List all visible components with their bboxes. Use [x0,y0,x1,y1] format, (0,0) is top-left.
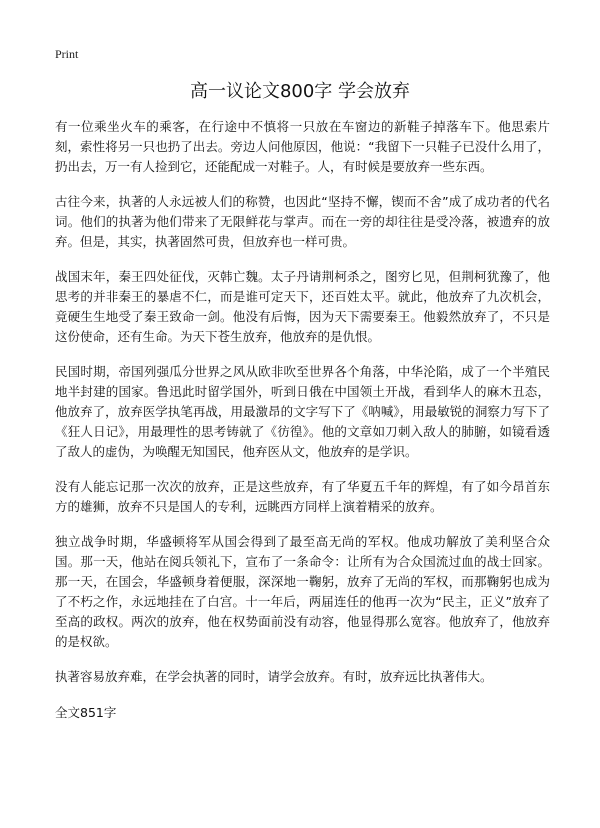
paragraph: 有一位乘坐火车的乘客，在行途中不慎将一只放在车窗边的新鞋子掉落车下。他思索片刻，索性将另一只也扔了出去。旁边人问他原因，他说：“我留下一只鞋子已没什么用了，扔出去，万一有人捡到它，还能配成一对鞋子。人，有时候是要放弃一些东西。 [55,119,550,174]
article-title: 高一议论文800字 学会放弃 [189,81,411,102]
article-body [55,117,550,723]
print-link[interactable]: Print [55,47,79,61]
paragraph: 没有人能忘记那一次次的放弃，正是这些放弃，有了华夏五千年的辉煌，有了如今昂首东方的雄狮，放弃不只是国人的专利，远眺西方同样上演着精采的放弃。 [55,479,550,514]
paragraph: 民国时期，帝国列强瓜分世界之风从欧非吹至世界各个角落，中华沦陷，成了一个半殖民地半封建的国家。鲁迅此时留学国外，听到日俄在中国领土开战，看到华人的麻木丑态，他放弃了，放弃医学执笔再战，用最激昂的文字写下了《呐喊》，用最敏锐的洞察力写下了《狂人日记》，用最理性的思考铸就了《彷徨》。他的文章如刀刺入敌人的肺腑，如镜看透了敌人的虚伪，为唤醒无知国民，他弃医从文，他放弃的是学识。 [55,364,550,459]
paragraph: 古往今来，执著的人永远被人们的称赞，也因此“坚持不懈，锲而不舍”成了成功者的代名词。他们的执著为他们带来了无限鲜花与掌声。而在一旁的却往往是受冷落，被遗弃的放弃。但是，其实，执著固然可贵，但放弃也一样可贵。 [55,194,550,249]
paragraph: 执著容易放弃难，在学会执著的同时，请学会放弃。有时，放弃远比执著伟大。 [55,669,493,684]
paragraph: 独立战争时期，华盛顿将军从国会得到了最至高无尚的军权。他成功解放了美利坚合众国。那一天，他站在阅兵领礼下，宣布了一条命令：让所有为合众国流过血的战士回家。那一天，在国会，华盛顿身着便服，深深地一鞠躬，放弃了无尚的军权，而那鞠躬也成为了不朽之作，永远地挂在了白宫。十一年后，两届连任的他再一次为“民主，正义”放弃了至高的政权。两次的放弃，他在权势面前没有动容，他显得那么宽容。他放弃了，他放弃的是权欲。 [55,534,550,649]
word-count: 全文851字 [55,705,117,720]
paragraph: 战国末年，秦王四处征伐，灭韩亡魏。太子丹请荆柯杀之，图穷匕见，但荆柯犹豫了，他思考的并非秦王的暴虐不仁，而是谁可定天下，还百姓太平。就此，他放弃了九次机会，竟硬生生地受了秦王致命一剑。他没有后悔，因为天下需要秦王。他毅然放弃了，不只是这份使命，还有生命。为天下苍生放弃，他放弃的是仇恨。 [55,269,550,344]
